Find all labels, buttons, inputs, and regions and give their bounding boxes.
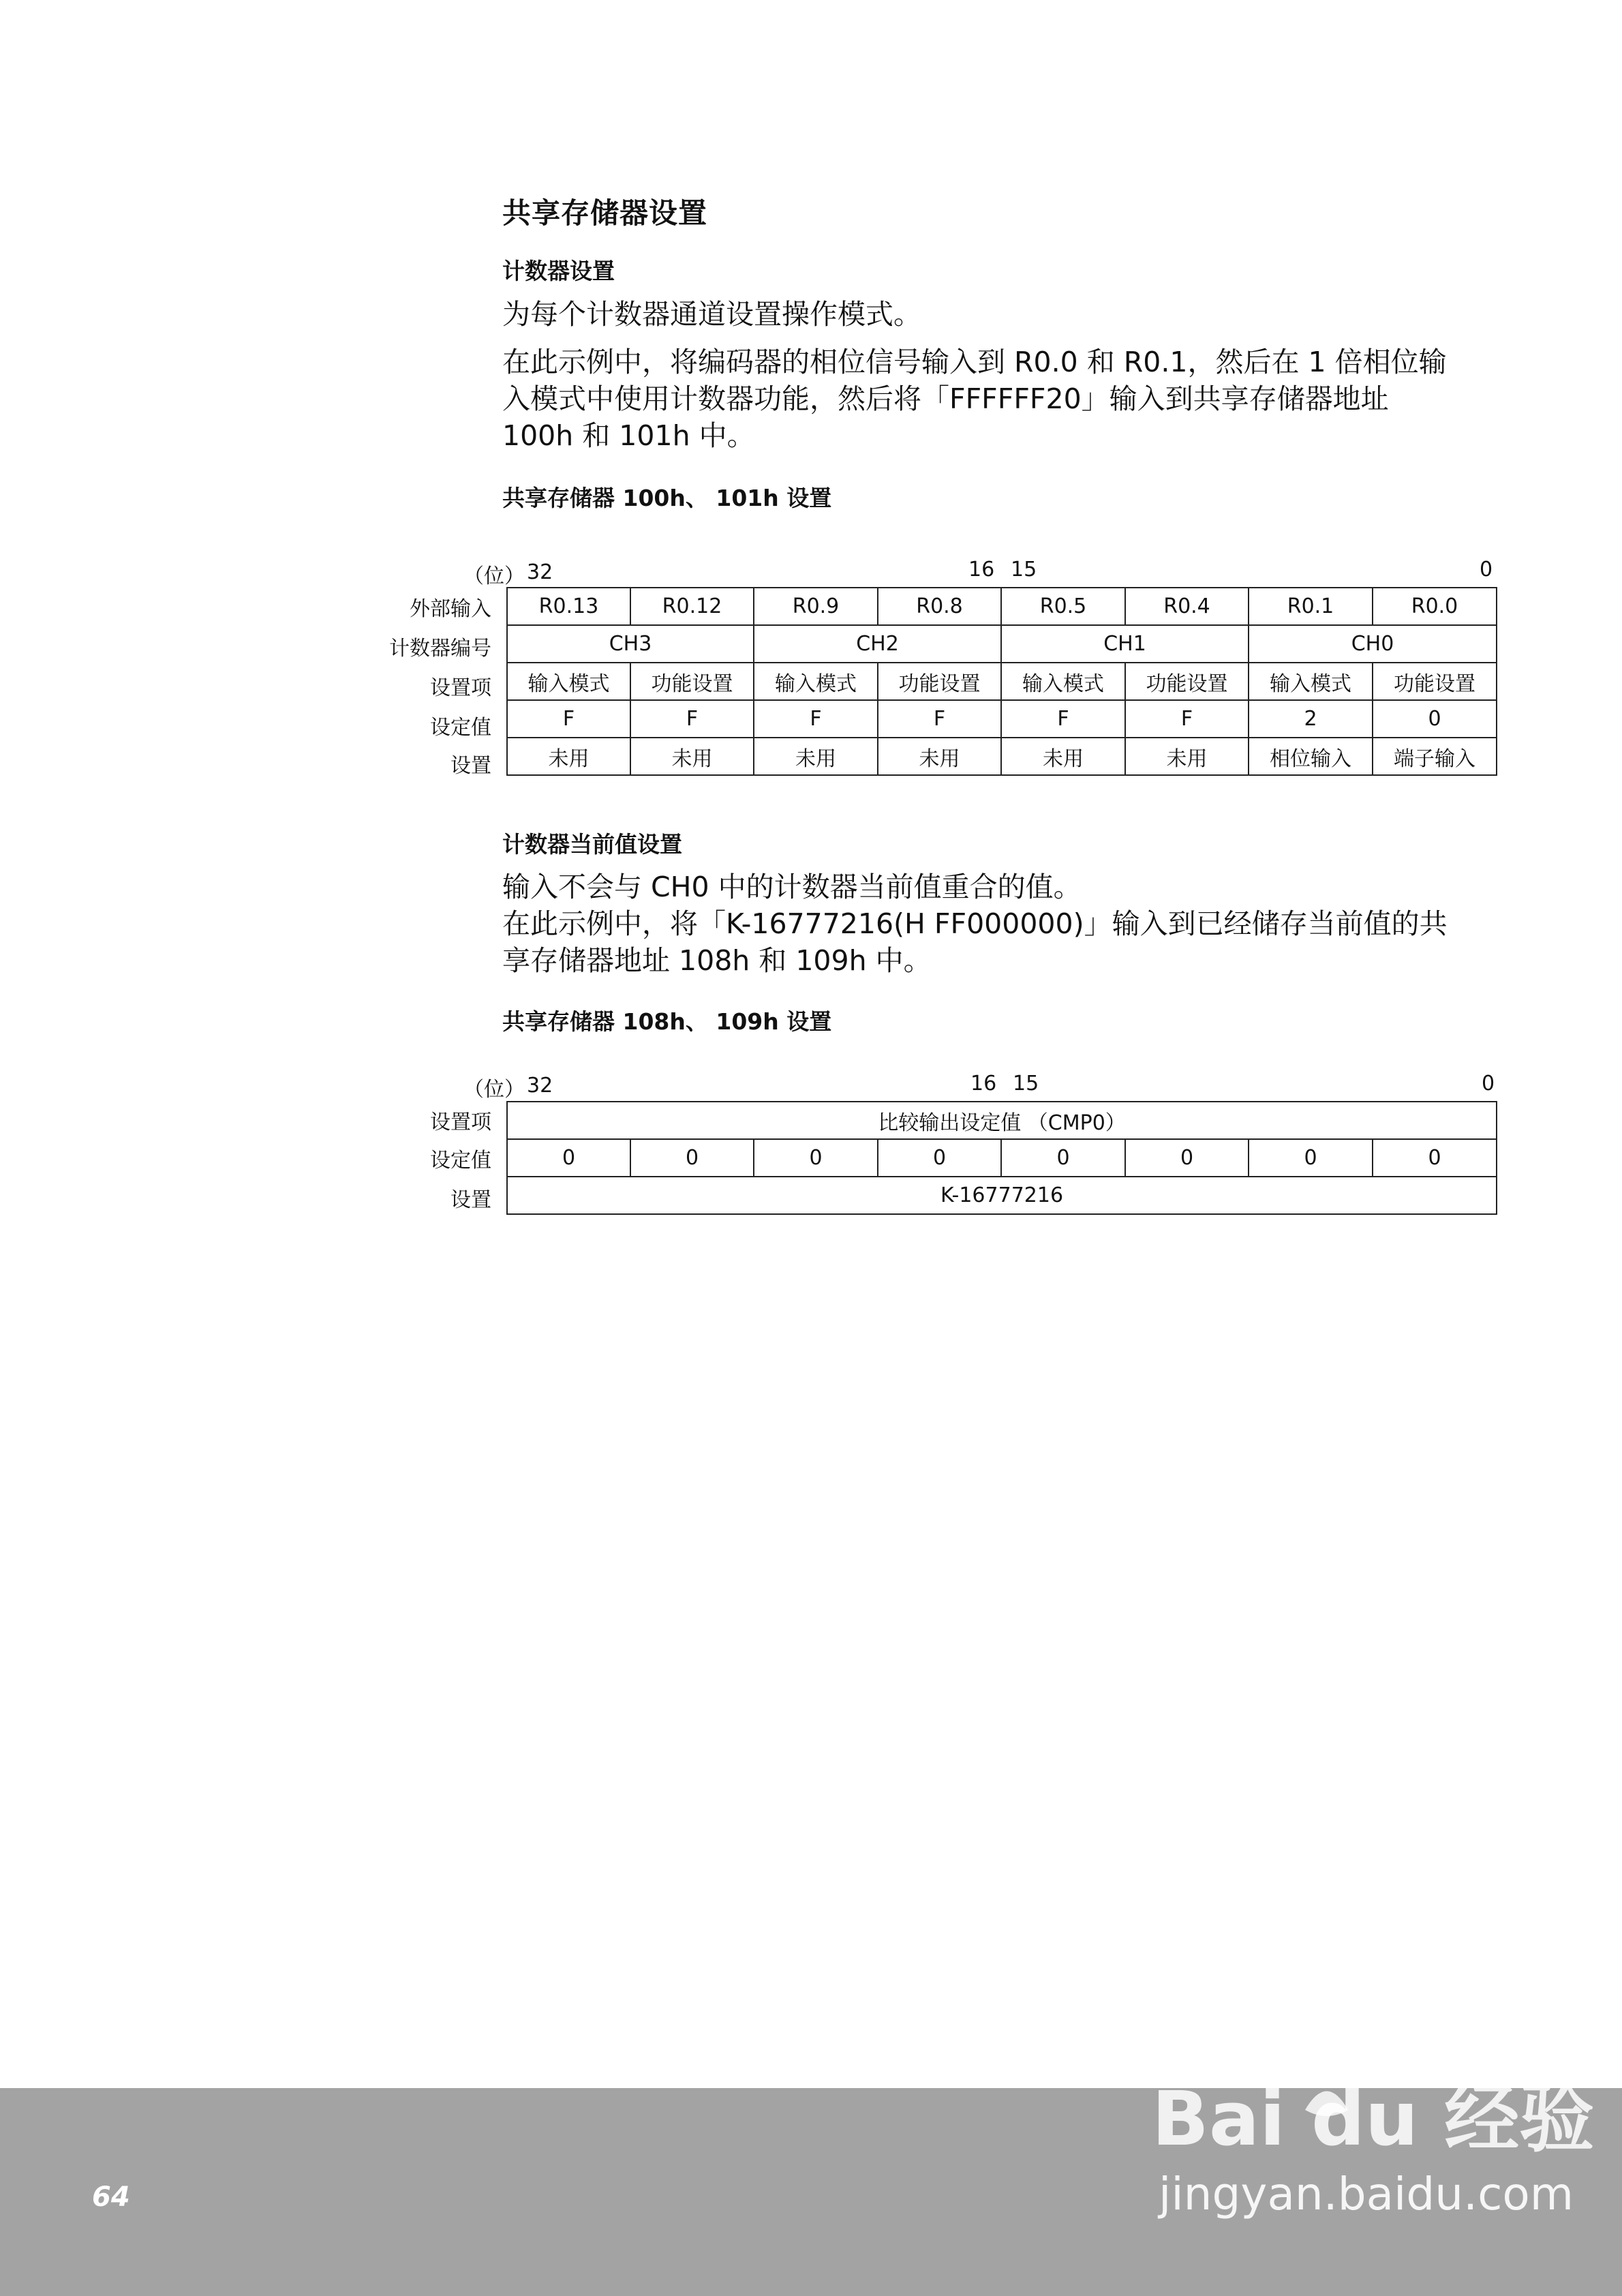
cell-value: 0 [507, 1139, 630, 1177]
cell-item: 输入模式 [507, 663, 630, 700]
cell-item: 比较输出设定值 （CMP0） [507, 1102, 1497, 1139]
page-title: 共享存储器设置 [502, 196, 708, 230]
table-row-counter-number [507, 625, 1497, 663]
paragraph-line: 输入不会与 CH0 中的计数器当前值重合的值。 [502, 871, 1082, 903]
table-title-108h: 共享存储器 108h、 109h 设置 [502, 1008, 832, 1035]
cell-ext-input: R0.1 [1249, 588, 1373, 625]
cell-value: 0 [1373, 1139, 1497, 1177]
table-row-setting [507, 1177, 1497, 1214]
cell-setting: 未用 [507, 738, 630, 775]
cell-value: F [1125, 700, 1249, 738]
table-row-setting [507, 738, 1497, 775]
cell-item: 功能设置 [1373, 663, 1497, 700]
row-label-external-input: 外部输入 [410, 597, 491, 621]
cell-setting: 未用 [754, 738, 878, 775]
cell-ext-input: R0.4 [1125, 588, 1249, 625]
cell-value: 0 [1125, 1139, 1249, 1177]
row-label-setting-item: 设置项 [430, 1111, 491, 1134]
bit-0-label: 0 [1482, 1072, 1495, 1096]
table-title-100h: 共享存储器 100h、 101h 设置 [502, 485, 832, 511]
cell-ext-input: R0.0 [1373, 588, 1497, 625]
watermark-brand: Bai du 经验 [1152, 2075, 1595, 2162]
table-row-setting-value [507, 1139, 1497, 1177]
cell-item: 输入模式 [1249, 663, 1373, 700]
bit-15-label: 15 [1013, 1072, 1039, 1096]
cell-ext-input: R0.9 [754, 588, 878, 625]
table-row-external-input [507, 588, 1497, 625]
table-row-setting-item [507, 1102, 1497, 1139]
bit-unit-label: （位） [463, 564, 525, 588]
paragraph-intro: 为每个计数器通道设置操作模式。 [502, 298, 921, 331]
cell-channel: CH0 [1249, 625, 1497, 663]
shared-memory-100h-table [506, 587, 1497, 776]
table-row-setting-value [507, 700, 1497, 738]
page-number: 64 [92, 2181, 130, 2213]
bit-32-label: 32 [527, 1074, 553, 1098]
cell-value: F [754, 700, 878, 738]
row-label-setting-value: 设定值 [430, 1149, 491, 1173]
cell-value: F [878, 700, 1001, 738]
row-label-counter-number: 计数器编号 [389, 637, 491, 661]
row-label-setting: 设置 [450, 1188, 491, 1212]
shared-memory-108h-table [506, 1101, 1497, 1215]
cell-value: F [1001, 700, 1125, 738]
bit-15-label: 15 [1011, 558, 1037, 581]
paragraph-line: 入模式中使用计数器功能，然后将「FFFFFF20」输入到共享存储器地址 [502, 382, 1389, 415]
row-label-setting-value: 设定值 [430, 716, 491, 740]
paragraph-line: 享存储器地址 108h 和 109h 中。 [502, 944, 932, 977]
paragraph-example [502, 344, 1504, 454]
paragraph-line: 在此示例中，将「K-16777216(H FF000000)」输入到已经储存当前值的共 [502, 907, 1448, 940]
cell-setting: 未用 [630, 738, 754, 775]
cell-value: F [630, 700, 754, 738]
cell-item: 输入模式 [754, 663, 878, 700]
cell-value: 0 [1373, 700, 1497, 738]
row-label-setting-item: 设置项 [430, 676, 491, 700]
cell-item: 功能设置 [878, 663, 1001, 700]
cell-channel: CH3 [507, 625, 754, 663]
bit-unit-label: （位） [463, 1078, 525, 1102]
cell-value: 0 [1001, 1139, 1125, 1177]
cell-channel: CH1 [1001, 625, 1249, 663]
cell-setting: 相位输入 [1249, 738, 1373, 775]
cell-ext-input: R0.5 [1001, 588, 1125, 625]
cell-setting: K-16777216 [507, 1177, 1497, 1214]
cell-setting: 端子输入 [1373, 738, 1497, 775]
cell-value: 0 [1249, 1139, 1373, 1177]
cell-ext-input: R0.12 [630, 588, 754, 625]
cell-ext-input: R0.8 [878, 588, 1001, 625]
bit-0-label: 0 [1480, 558, 1493, 581]
cell-ext-input: R0.13 [507, 588, 630, 625]
bit-16-label: 16 [968, 558, 995, 581]
section-heading-counter-settings: 计数器设置 [502, 258, 615, 284]
paragraph-line: 100h 和 101h 中。 [502, 419, 755, 452]
section-heading-current-value: 计数器当前值设置 [502, 831, 682, 858]
table-row-setting-item [507, 663, 1497, 700]
cell-item: 功能设置 [1125, 663, 1249, 700]
cell-channel: CH2 [754, 625, 1001, 663]
cell-setting: 未用 [878, 738, 1001, 775]
bit-16-label: 16 [970, 1072, 997, 1096]
paragraph-line: 在此示例中，将编码器的相位信号输入到 R0.0 和 R0.1，然后在 1 倍相位输 [502, 346, 1447, 378]
watermark-url: jingyan.baidu.com [1159, 2168, 1574, 2220]
row-label-setting: 设置 [450, 754, 491, 778]
cell-item: 功能设置 [630, 663, 754, 700]
cell-value: 0 [630, 1139, 754, 1177]
cell-setting: 未用 [1001, 738, 1125, 775]
cell-setting: 未用 [1125, 738, 1249, 775]
cell-value: 0 [878, 1139, 1001, 1177]
paragraph-current-value [502, 868, 1504, 979]
cell-value: 2 [1249, 700, 1373, 738]
cell-value: F [507, 700, 630, 738]
bit-32-label: 32 [527, 560, 553, 584]
cell-value: 0 [754, 1139, 878, 1177]
cell-item: 输入模式 [1001, 663, 1125, 700]
